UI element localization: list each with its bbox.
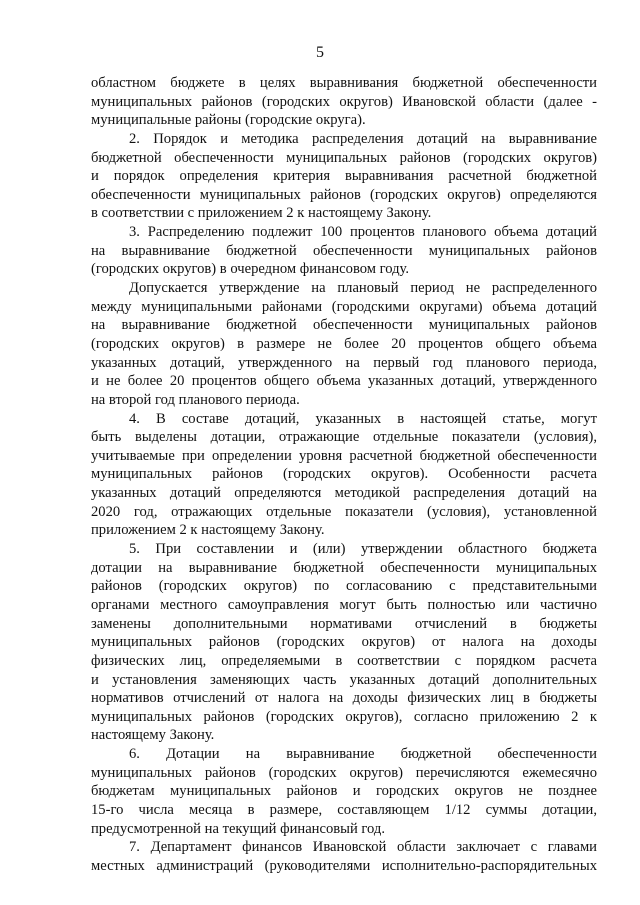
text-line: указанных дотаций определяются методикой распределения дотаций на [91,485,597,502]
text-line: учитываемые при определении уровня расчетной бюджетной обеспеченности [91,447,597,464]
text-line: 2020 год, отражающих отдельные показатели (условия), установленной [91,503,597,520]
text-line: и не более 20 процентов общего объема указанных дотаций, утвержденного [91,373,597,390]
paragraph-3-continued [91,279,597,409]
text-line: нормативов отчислений от налога на доходы физических лиц в бюджеты [91,690,597,707]
text-line: указанных дотаций, утвержденного на первый год планового периода, [91,354,597,371]
text-line: Допускается утверждение на плановый период не распределенного [129,280,597,297]
text-line: между муниципальными районами (городскими округами) объема дотаций [91,298,597,315]
text-line: и установления заменяющих часть указанных дотаций дополнительных [91,671,597,688]
text-line: в соответствии с приложением 2 к настоящему Закону. [91,205,432,222]
text-line: заменены дополнительными нормативами отчислений в бюджеты [91,615,597,632]
text-line: 15-го числа месяца в размере, составляющем 1/12 суммы дотации, [91,801,597,818]
paragraph-continuation [91,74,597,130]
text-line: дотации на выравнивание бюджетной обеспеченности муниципальных [91,559,597,576]
text-line: приложением 2 к настоящему Закону. [91,522,325,539]
text-line: 2. Порядок и методика распределения дотаций на выравнивание [129,130,597,147]
text-line: (городских округов) в очередном финансовом году. [91,261,410,278]
text-line: на второй год планового периода. [91,391,300,408]
text-line: муниципальных районов (городских округов) от налога на доходы [91,634,597,651]
text-line: физических лиц, определяемыми в соответствии с порядком расчета [91,652,597,669]
text-line: муниципальных районов (городских округов) Ивановской области (далее - [91,93,597,110]
text-line: 3. Распределению подлежит 100 процентов планового объема дотаций [129,224,597,241]
page-number: 5 [316,44,324,61]
text-line: 7. Департамент финансов Ивановской области заключает с главами [129,839,597,856]
paragraph-6 [91,745,597,838]
text-line: (городских округов) в размере не более 20 процентов общего объема [91,335,597,352]
text-line: муниципальных районов (городских округов) перечисляются ежемесячно [91,764,597,781]
text-line: областном бюджете в целях выравнивания бюджетной обеспеченности [91,75,597,91]
text-line: муниципальных районов (городских округов). Особенности расчета [91,466,597,483]
text-line: муниципальные районы (городские округа). [91,112,366,129]
body-text [91,74,597,876]
text-line: настоящему Закону. [91,727,215,744]
paragraph-7 [91,838,597,875]
text-line: муниципальных районов (городских округов), согласно приложению 2 к [91,708,597,725]
text-line: местных администраций (руководителями исполнительно-распорядительных [91,857,597,874]
paragraph-5 [91,540,597,745]
text-line: на выравнивание бюджетной обеспеченности муниципальных районов [91,242,597,259]
paragraph-2 [91,130,597,223]
text-line: предусмотренной на текущий финансовый год. [91,820,385,837]
text-line: быть выделены дотации, отражающие отдельные показатели (условия), [91,429,597,446]
paragraph-3 [91,223,597,279]
text-line: бюджетной обеспеченности муниципальных районов (городских округов) [91,149,597,166]
text-line: обеспеченности муниципальных районов (городских округов) определяются [91,186,597,203]
text-line: органами местного самоуправления могут быть полностью или частично [91,596,597,613]
text-line: 6. Дотации на выравнивание бюджетной обеспеченности [129,746,597,763]
text-line: на выравнивание бюджетной обеспеченности муниципальных районов [91,317,597,334]
text-line: 4. В составе дотаций, указанных в настоящей статье, могут [129,410,597,427]
text-line: бюджетам муниципальных районов и городских округов не позднее [91,783,597,800]
text-line: 5. При составлении и (или) утверждении областного бюджета [129,541,597,558]
text-line: и порядок определения критерия выравнивания расчетной бюджетной [91,168,597,185]
text-line: районов (городских округов) по согласованию с представительными [91,578,597,595]
paragraph-4 [91,410,597,540]
